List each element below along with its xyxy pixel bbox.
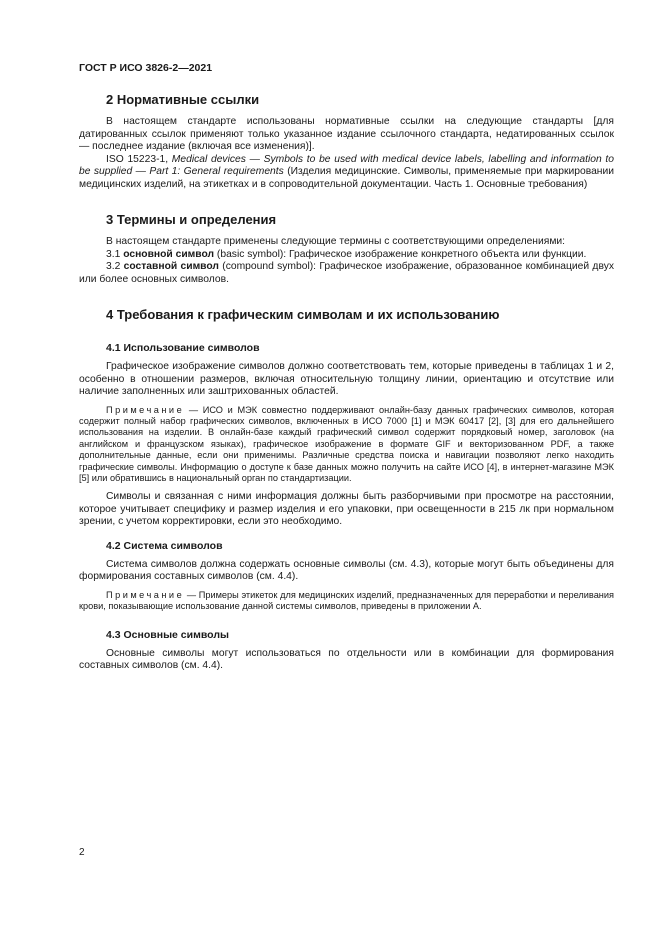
subsection-4-2-heading: 4.2 Система символов <box>106 539 223 552</box>
page-number: 2 <box>79 847 85 858</box>
term-number: 3.1 <box>106 248 124 260</box>
note-label: Примечание <box>106 589 185 600</box>
reference-title-en: Medical devices — Symbols to be used with medical device labels, labelling and information to be supplied — Part 1: General requirements <box>79 153 614 177</box>
reference-code: ISO 15223-1, <box>106 153 172 165</box>
note-text: — ИСО и МЭК совместно поддерживают онлайн-базу данных графических символов, которая содержит полный набор графических символов, включенных в ИСО 7000 [1] и МЭК 60417 [2], [3] для его дальнейшего использования на изделии. В онлайн-базе каждый графический символ содержит порядковый номер, заголовок (на английском и французском языках), графическое изображение в формате GIF и векторизованном PDF, а также дополнительные данные, если они применимы. Различные средства поиска и навигации позволяют легко находить графические символы. Информацию о доступе к базе данных можно получить на сайте ИСО [4], в интернет-магазине МЭК [5] или обратившись в национальный орган по стандартизации. <box>79 404 614 483</box>
subsection-4-1-paragraph: Графическое изображение символов должно соответствовать тем, которые приведены в таблицах 1 и 2, особенно в отношении размеров, включая относительную толщину линии, ориентацию и отсутствие или наличие заполненных или заштрихованных областей. <box>79 361 614 397</box>
term-number: 3.2 <box>106 261 124 272</box>
subsection-4-3-paragraph: Основные символы могут использоваться по отдельности или в комбинации для формирования составных символов (см. 4.4). <box>79 647 614 672</box>
term-definition: (basic symbol): Графическое изображение конкретного объекта или функции. <box>214 248 587 260</box>
term-name: основной символ <box>123 248 215 260</box>
subsection-4-1-paragraph-2: Символы и связанная с ними информация должны быть разборчивыми при просмотре на расстоянии, которое учитывает специфику и размер изделия и его упаковки, при освещенности в 215 лк при нормальном зрении, с учетом корректировки, если это необходимо. <box>79 491 614 528</box>
term-name: составной символ <box>123 261 219 272</box>
page-content <box>79 92 614 673</box>
section-3-heading: 3 Термины и определения <box>106 212 277 227</box>
document-code: ГОСТ Р ИСО 3826-2—2021 <box>79 62 213 74</box>
section-2-intro: В настоящем стандарте использованы нормативные ссылки на следующие стандарты [для датированных ссылок применяют только указанное издание ссылочного стандарта, недатированных ссылок — последнее издание (включая все изменения)]. <box>79 116 614 152</box>
term-definition: (compound symbol): Графическое изображение, образованное комбинацией двух или более основных символов. <box>79 261 614 285</box>
note-label: Примечание <box>106 404 185 415</box>
section-4-heading: 4 Требования к графическим символам и их использованию <box>106 307 500 322</box>
note-4-1 <box>79 405 614 485</box>
term-3-2 <box>79 261 614 286</box>
note-4-2 <box>79 590 614 613</box>
section-3-intro: В настоящем стандарте применены следующие термины с соответствующими определениями: <box>106 236 566 247</box>
reference-title-ru: (Изделия медицинские. Символы, применяемые при маркировании медицинских изделий, на этикетках и в сопроводительной документации. Часть 1. Основные требования) <box>79 166 614 190</box>
section-2-heading: 2 Нормативные ссылки <box>106 92 260 107</box>
subsection-4-3-heading: 4.3 Основные символы <box>106 628 229 641</box>
subsection-4-1-heading: 4.1 Использование символов <box>106 342 260 354</box>
subsection-4-2-paragraph: Система символов должна содержать основные символы (см. 4.3), которые могут быть объединены для формирования составных символов (см. 4.4). <box>79 558 614 583</box>
section-2-reference <box>79 154 614 192</box>
note-text: — Примеры этикеток для медицинских изделий, предназначенных для переработки и переливания крови, показывающие использование данной системы символов, приведены в приложении А. <box>79 589 614 612</box>
term-3-1 <box>79 249 614 262</box>
